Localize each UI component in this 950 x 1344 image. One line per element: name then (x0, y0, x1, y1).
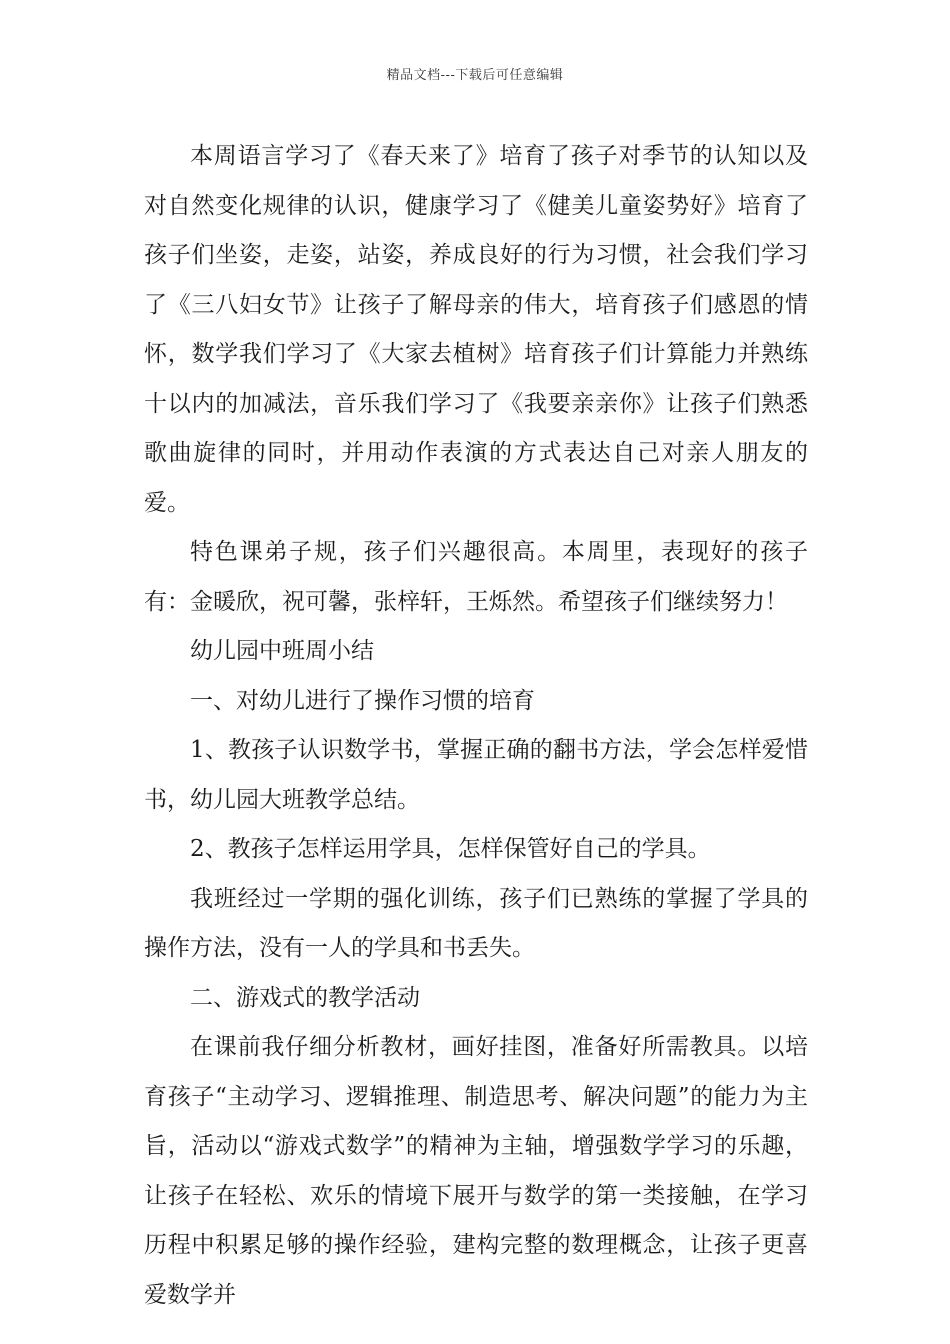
list-item-2: 2、教孩子怎样运用学具，怎样保管好自己的学具。 (190, 836, 711, 862)
page-header: 精品文档---下载后可任意编辑 (386, 68, 564, 83)
paragraph-1: 本周语言学习了《春天来了》培育了孩子对季节的认知以及对自然变化规律的认识，健康学习了《健美儿童姿势好》培育了孩子们坐姿，走姿，站姿，养成良好的行为习惯，社会我们学习了《三八妇女节》让孩子了解母亲的伟大，培育孩子们感恩的情怀，数学我们学习了《大家去植树》培育孩子们计算能力并熟练十以内的加减法，音乐我们学习了《我要亲亲你》让孩子们熟悉歌曲旋律的同时，并用动作表演的方式表达自己对亲人朋友的爱。 (144, 143, 808, 516)
section-title: 幼儿园中班周小结 (190, 638, 374, 664)
heading-2: 二、游戏式的教学活动 (190, 984, 420, 1011)
list-item-1: 1、教孩子认识数学书，掌握正确的翻书方法，学会怎样爱惜书，幼儿园大班教学总结。 (144, 737, 808, 813)
heading-1: 一、对幼儿进行了操作习惯的培育 (190, 687, 535, 714)
document-body (144, 132, 808, 1320)
paragraph-2: 特色课弟子规，孩子们兴趣很高。本周里，表现好的孩子有：金暖欣，祝可馨，张梓轩，王烁然。希望孩子们继续努力！ (144, 539, 808, 615)
paragraph-3: 我班经过一学期的强化训练，孩子们已熟练的掌握了学具的操作方法，没有一人的学具和书丢失。 (144, 885, 808, 961)
paragraph-4: 在课前我仔细分析教材，画好挂图，准备好所需教具。以培育孩子“主动学习、逻辑推理、制造思考、解决问题”的能力为主旨，活动以“游戏式数学”的精神为主轴，增强数学学习的乐趣，让孩子在轻松、欢乐的情境下展开与数学的第一类接触，在学习历程中积累足够的操作经验，建构完整的数理概念，让孩子更喜爱数学并 (144, 1034, 808, 1308)
